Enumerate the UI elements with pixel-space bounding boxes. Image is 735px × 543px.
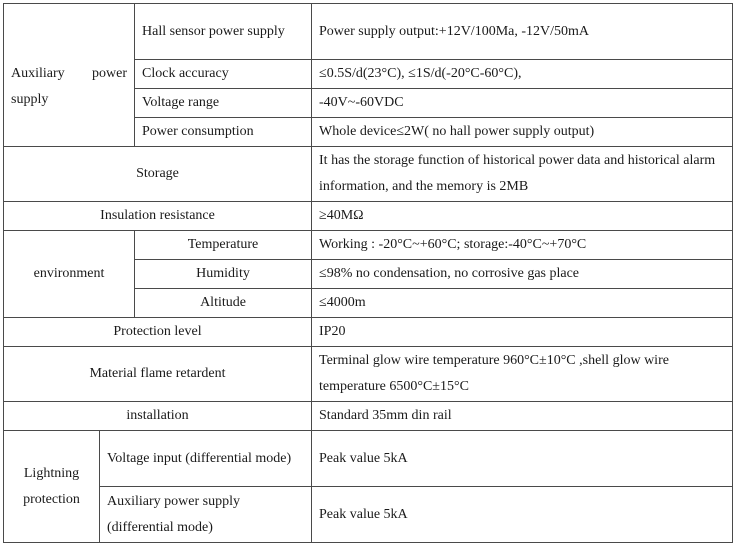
power-consumption-value: Whole device≤2W( no hall power supply output) (312, 118, 733, 147)
table-row (4, 202, 733, 231)
humidity-label: Humidity (135, 260, 312, 289)
altitude-value: ≤4000m (312, 289, 733, 318)
table-row (4, 231, 733, 260)
temperature-value: Working : -20°C~+60°C; storage:-40°C~+70°C (312, 231, 733, 260)
protection-level-label: Protection level (4, 318, 312, 347)
insulation-resistance-label: Insulation resistance (4, 202, 312, 231)
humidity-value: ≤98% no condensation, no corrosive gas place (312, 260, 733, 289)
material-flame-retardant-label: Material flame retardent (4, 347, 312, 402)
table-row (4, 402, 733, 431)
installation-label: installation (4, 402, 312, 431)
table-row (4, 431, 733, 487)
hall-sensor-power-supply-value: Power supply output:+12V/100Ma, -12V/50mA (312, 4, 733, 60)
table-row (4, 487, 733, 543)
table-row (4, 347, 733, 402)
clock-accuracy-value: ≤0.5S/d(23°C), ≤1S/d(-20°C-60°C), (312, 60, 733, 89)
storage-label: Storage (4, 147, 312, 202)
storage-value: It has the storage function of historical power data and historical alarm information, and the memory is 2MB (312, 147, 733, 202)
protection-level-value: IP20 (312, 318, 733, 347)
hall-sensor-power-supply-label: Hall sensor power supply (135, 4, 312, 60)
altitude-label: Altitude (135, 289, 312, 318)
clock-accuracy-label: Clock accuracy (135, 60, 312, 89)
table-row (4, 318, 733, 347)
installation-value: Standard 35mm din rail (312, 402, 733, 431)
environment-label: environment (4, 231, 135, 318)
table-row (4, 147, 733, 202)
table-row (4, 4, 733, 60)
insulation-resistance-value: ≥40MΩ (312, 202, 733, 231)
auxiliary-power-supply-label: Auxiliary power supply (4, 4, 135, 147)
auxiliary-power-supply-differential-label: Auxiliary power supply (differential mode) (100, 487, 312, 543)
lightning-protection-label: Lightning protection (4, 431, 100, 543)
auxiliary-power-supply-differential-value: Peak value 5kA (312, 487, 733, 543)
voltage-input-label: Voltage input (differential mode) (100, 431, 312, 487)
material-flame-retardant-value: Terminal glow wire temperature 960°C±10°C ,shell glow wire temperature 6500°C±15°C (312, 347, 733, 402)
voltage-range-value: -40V~-60VDC (312, 89, 733, 118)
temperature-label: Temperature (135, 231, 312, 260)
voltage-input-value: Peak value 5kA (312, 431, 733, 487)
specification-table (3, 3, 733, 543)
power-consumption-label: Power consumption (135, 118, 312, 147)
voltage-range-label: Voltage range (135, 89, 312, 118)
